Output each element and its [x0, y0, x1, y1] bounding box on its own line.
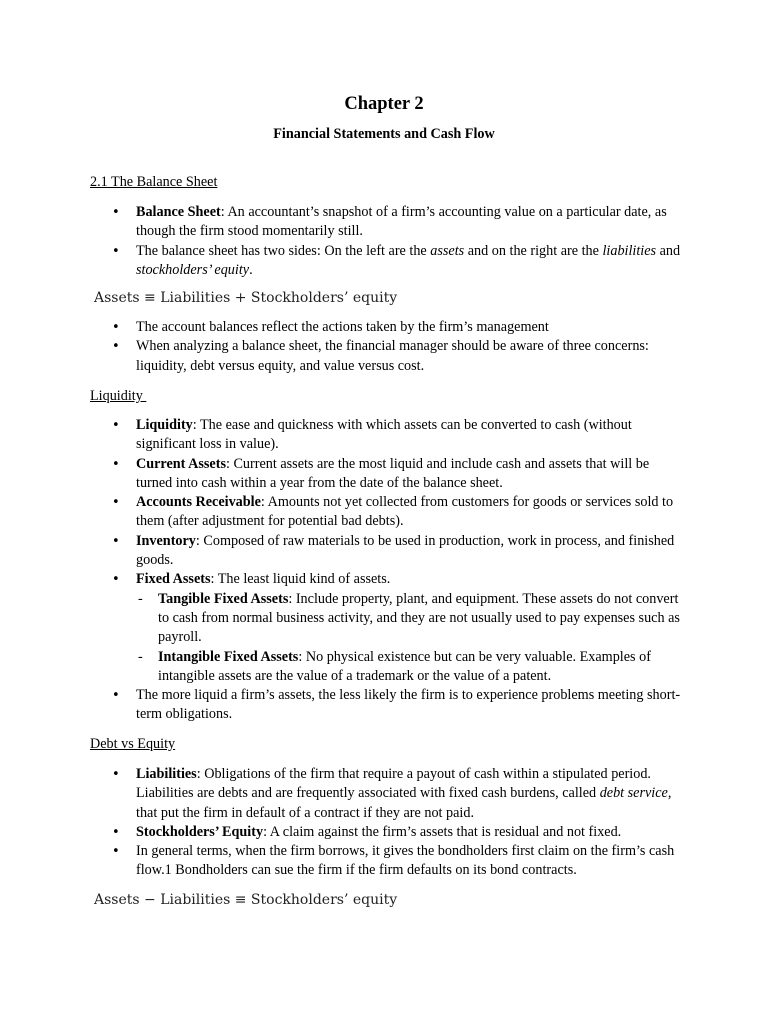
chapter-title: Chapter 2 — [344, 94, 424, 114]
definition: : Amounts not yet collected from customers for goods or services sold to them (after adjustment for potential bad debts). — [136, 494, 674, 530]
definition: : The least liquid kind of assets. — [210, 571, 391, 588]
list-item: • The account balances reflect the actions taken by the firm’s management — [112, 318, 682, 337]
list-item — [112, 532, 682, 571]
term: Liquidity — [136, 417, 193, 433]
list-item — [112, 493, 682, 532]
sub-list-item — [136, 648, 682, 687]
definition: : The ease and quickness with which assets can be converted to cash (without significant loss in value). — [136, 417, 632, 453]
list-item — [112, 242, 682, 281]
chapter-subtitle: Financial Statements and Cash Flow — [273, 126, 495, 142]
text: and on the right are the — [464, 242, 603, 259]
liquidity-list — [112, 416, 682, 725]
term: Liabilities — [136, 766, 197, 782]
emphasis: assets — [430, 242, 465, 259]
list-item: • In general terms, when the firm borrows, it gives the bondholders first claim on the firm’s cash flow.1 Bondholders can sue the firm if the firm defaults on its bond contracts. — [112, 842, 682, 881]
sub-list-item — [136, 590, 682, 648]
term: Accounts Receivable — [136, 494, 261, 511]
balance-sheet-equation: Assets ≡ Liabilities + Stockholders’ equity — [94, 290, 398, 306]
list-item: • When analyzing a balance sheet, the financial manager should be aware of three concerns: liquidity, debt versus equity, and value versus cost. — [112, 337, 682, 376]
list-item — [112, 823, 682, 842]
definition: : Composed of raw materials to be used in production, work in process, and finished goods. — [136, 532, 675, 569]
list-item — [112, 203, 682, 242]
term: Intangible Fixed Assets — [158, 648, 299, 665]
term: Balance Sheet — [136, 204, 221, 220]
term: Stockholders’ Equity — [136, 823, 264, 840]
definition: : A claim against the firm’s assets that is residual and not fixed. — [263, 823, 622, 840]
definition: : Current assets are the most liquid and include cash and assets that will be turned into cash within a year from the date of the balance sheet. — [136, 455, 650, 491]
term: Fixed Assets — [136, 571, 211, 588]
fixed-assets-sublist — [136, 590, 682, 686]
emphasis: debt service — [599, 785, 668, 802]
list-item: • The more liquid a firm’s assets, the less likely the firm is to experience problems meeting short-term obligations. — [112, 686, 682, 725]
section-heading-balance-sheet: 2.1 The Balance Sheet — [90, 174, 218, 190]
definition: : Obligations of the firm that require a payout of cash within a stipulated period. Liabilities are debts and are frequently associated with fixed cash burdens, called — [136, 766, 651, 802]
emphasis: stockholders’ equity — [136, 261, 250, 278]
balance-sheet-concerns-list — [112, 318, 682, 376]
text: The balance sheet has two sides: On the left are the — [136, 242, 431, 259]
term: Current Assets — [136, 455, 226, 472]
text: . — [249, 261, 253, 278]
text: and — [656, 242, 681, 259]
section-heading-debt-equity: Debt vs Equity — [90, 736, 176, 752]
list-item — [112, 455, 682, 494]
balance-sheet-list — [112, 203, 682, 280]
debt-equity-list — [112, 765, 682, 881]
emphasis: liabilities — [602, 242, 657, 259]
debt-equity-equation: Assets − Liabilities ≡ Stockholders’ equity — [94, 892, 398, 908]
term: Inventory — [136, 532, 196, 549]
term: Tangible Fixed Assets — [158, 590, 289, 607]
list-item — [112, 765, 682, 823]
section-heading-liquidity: Liquidity — [90, 388, 147, 404]
definition: : No physical existence but can be very valuable. Examples of intangible assets are the value of a trademark or the value of a patent. — [158, 648, 651, 684]
list-item — [112, 570, 682, 686]
definition: : An accountant’s snapshot of a firm’s accounting value on a particular date, as though the firm stood momentarily still. — [136, 204, 667, 240]
list-item — [112, 416, 682, 455]
definition: : Include property, plant, and equipment. These assets do not convert to cash from normal business activity, and they are not usually used to pay expenses such as payroll. — [158, 590, 680, 646]
definition-end: , that put the firm in default of a contract if they are not paid. — [136, 785, 672, 821]
